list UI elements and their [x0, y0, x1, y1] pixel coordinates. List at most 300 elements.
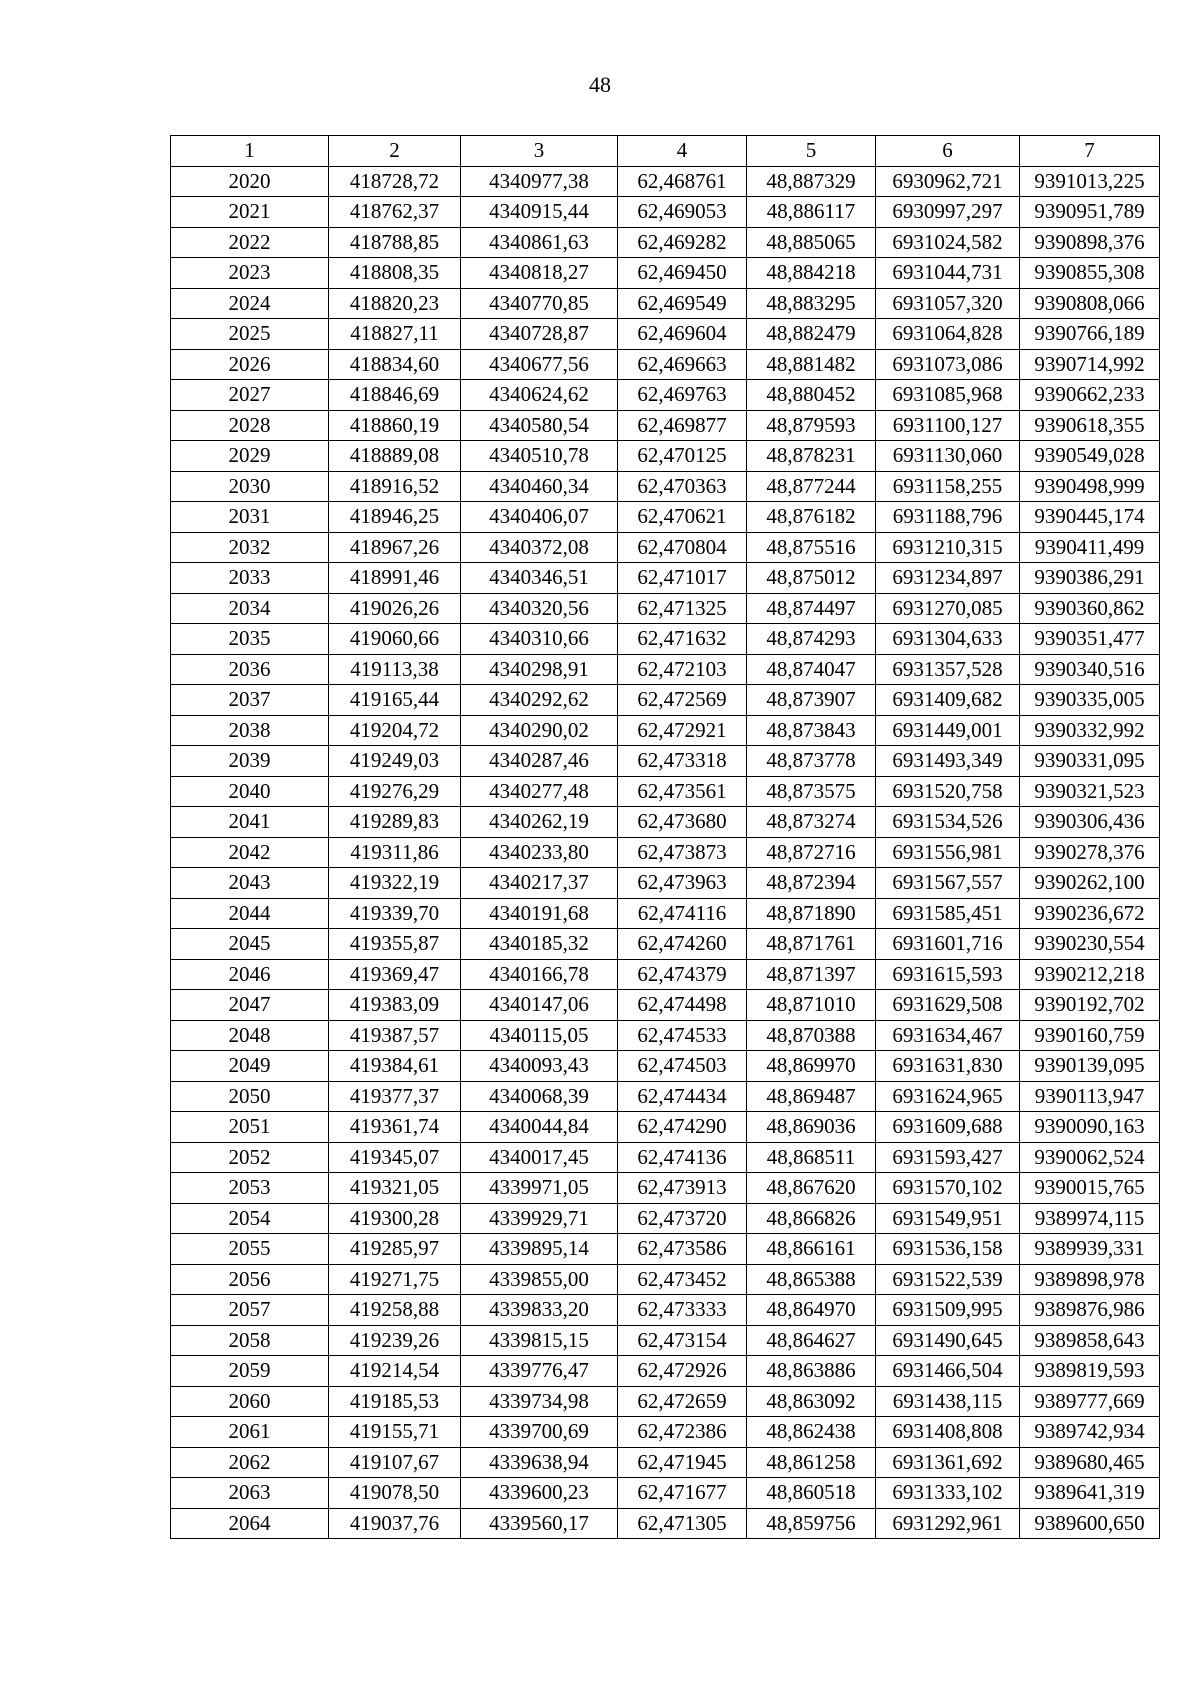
table-cell: 418846,69 [329, 380, 461, 411]
table-cell: 6931158,255 [876, 471, 1020, 502]
row-index-cell: 2041 [171, 807, 329, 838]
table-cell: 9389939,331 [1020, 1234, 1160, 1265]
table-cell: 6931449,001 [876, 715, 1020, 746]
table-cell: 48,872716 [747, 837, 876, 868]
table-cell: 62,472569 [618, 685, 747, 716]
table-cell: 9390015,765 [1020, 1173, 1160, 1204]
row-index-cell: 2037 [171, 685, 329, 716]
table-cell: 9390306,436 [1020, 807, 1160, 838]
table-cell: 48,875516 [747, 532, 876, 563]
row-index-cell: 2035 [171, 624, 329, 655]
table-cell: 419361,74 [329, 1112, 461, 1143]
row-index-cell: 2032 [171, 532, 329, 563]
table-cell: 62,470125 [618, 441, 747, 472]
row-index-cell: 2056 [171, 1264, 329, 1295]
table-cell: 48,866826 [747, 1203, 876, 1234]
table-cell: 4340677,56 [461, 349, 618, 380]
table-cell: 4340861,63 [461, 227, 618, 258]
table-cell: 6931536,158 [876, 1234, 1020, 1265]
table-cell: 6931601,716 [876, 929, 1020, 960]
row-index-cell: 2021 [171, 197, 329, 228]
table-cell: 6931520,758 [876, 776, 1020, 807]
table-cell: 6931629,508 [876, 990, 1020, 1021]
table-cell: 419113,38 [329, 654, 461, 685]
table-cell: 62,473720 [618, 1203, 747, 1234]
table-cell: 4340580,54 [461, 410, 618, 441]
table-cell: 4340770,85 [461, 288, 618, 319]
table-cell: 48,868511 [747, 1142, 876, 1173]
table-header-row [171, 136, 1160, 167]
table-cell: 418788,85 [329, 227, 461, 258]
table-cell: 419387,57 [329, 1020, 461, 1051]
table-cell: 48,878231 [747, 441, 876, 472]
table-row [171, 563, 1160, 594]
table-cell: 48,873907 [747, 685, 876, 716]
table-cell: 62,474498 [618, 990, 747, 1021]
table-cell: 419339,70 [329, 898, 461, 929]
table-cell: 48,874047 [747, 654, 876, 685]
table-cell: 4339815,15 [461, 1325, 618, 1356]
table-cell: 9390411,499 [1020, 532, 1160, 563]
table-cell: 6931490,645 [876, 1325, 1020, 1356]
table-cell: 48,873778 [747, 746, 876, 777]
table-cell: 62,474290 [618, 1112, 747, 1143]
table-row [171, 1203, 1160, 1234]
table-cell: 4339600,23 [461, 1478, 618, 1509]
table-cell: 6931634,467 [876, 1020, 1020, 1051]
row-index-cell: 2046 [171, 959, 329, 990]
table-cell: 4340290,02 [461, 715, 618, 746]
table-cell: 62,469663 [618, 349, 747, 380]
table-row [171, 1142, 1160, 1173]
table-cell: 48,874497 [747, 593, 876, 624]
table-row [171, 1356, 1160, 1387]
table-cell: 9389680,465 [1020, 1447, 1160, 1478]
table-cell: 62,470363 [618, 471, 747, 502]
table-cell: 419214,54 [329, 1356, 461, 1387]
table-cell: 419239,26 [329, 1325, 461, 1356]
table-cell: 48,866161 [747, 1234, 876, 1265]
table-row [171, 746, 1160, 777]
table-cell: 418728,72 [329, 166, 461, 197]
table-cell: 9389974,115 [1020, 1203, 1160, 1234]
table-cell: 418820,23 [329, 288, 461, 319]
table-cell: 9390278,376 [1020, 837, 1160, 868]
table-cell: 48,881482 [747, 349, 876, 380]
table-cell: 419289,83 [329, 807, 461, 838]
row-index-cell: 2027 [171, 380, 329, 411]
table-cell: 62,471632 [618, 624, 747, 655]
table-cell: 9390855,308 [1020, 258, 1160, 289]
row-index-cell: 2050 [171, 1081, 329, 1112]
table-cell: 62,472926 [618, 1356, 747, 1387]
table-cell: 4339776,47 [461, 1356, 618, 1387]
table-cell: 419271,75 [329, 1264, 461, 1295]
table-cell: 62,474136 [618, 1142, 747, 1173]
table-cell: 62,473452 [618, 1264, 747, 1295]
column-header: 7 [1020, 136, 1160, 167]
column-header: 4 [618, 136, 747, 167]
table-cell: 4340915,44 [461, 197, 618, 228]
table-cell: 48,869487 [747, 1081, 876, 1112]
table-row [171, 1325, 1160, 1356]
table-cell: 6931357,528 [876, 654, 1020, 685]
table-row [171, 1112, 1160, 1143]
table-cell: 419383,09 [329, 990, 461, 1021]
table-cell: 9390262,100 [1020, 868, 1160, 899]
row-index-cell: 2042 [171, 837, 329, 868]
table-row [171, 1508, 1160, 1539]
table-cell: 48,863886 [747, 1356, 876, 1387]
table-cell: 9390549,028 [1020, 441, 1160, 472]
table-cell: 62,474260 [618, 929, 747, 960]
table-row [171, 166, 1160, 197]
table-row [171, 227, 1160, 258]
table-cell: 48,874293 [747, 624, 876, 655]
table-cell: 48,870388 [747, 1020, 876, 1051]
table-row [171, 959, 1160, 990]
table-cell: 62,474533 [618, 1020, 747, 1051]
table-cell: 419249,03 [329, 746, 461, 777]
table-cell: 9389876,986 [1020, 1295, 1160, 1326]
table-row [171, 685, 1160, 716]
table-row [171, 410, 1160, 441]
table-cell: 48,864627 [747, 1325, 876, 1356]
table-cell: 418834,60 [329, 349, 461, 380]
table-cell: 9390951,789 [1020, 197, 1160, 228]
table-cell: 6931409,682 [876, 685, 1020, 716]
table-cell: 48,871397 [747, 959, 876, 990]
table-cell: 48,860518 [747, 1478, 876, 1509]
table-row [171, 502, 1160, 533]
row-index-cell: 2044 [171, 898, 329, 929]
table-cell: 419377,37 [329, 1081, 461, 1112]
table-cell: 9391013,225 [1020, 166, 1160, 197]
table-cell: 4340185,32 [461, 929, 618, 960]
table-cell: 9390062,524 [1020, 1142, 1160, 1173]
row-index-cell: 2040 [171, 776, 329, 807]
table-cell: 418860,19 [329, 410, 461, 441]
table-cell: 62,473913 [618, 1173, 747, 1204]
table-cell: 62,472921 [618, 715, 747, 746]
table-cell: 62,472103 [618, 654, 747, 685]
table-cell: 48,862438 [747, 1417, 876, 1448]
table-cell: 419322,19 [329, 868, 461, 899]
table-row [171, 1417, 1160, 1448]
table-cell: 9389858,643 [1020, 1325, 1160, 1356]
table-cell: 62,471305 [618, 1508, 747, 1539]
table-cell: 9389600,650 [1020, 1508, 1160, 1539]
row-index-cell: 2047 [171, 990, 329, 1021]
table-cell: 48,886117 [747, 197, 876, 228]
row-index-cell: 2020 [171, 166, 329, 197]
table-cell: 419185,53 [329, 1386, 461, 1417]
table-cell: 62,471945 [618, 1447, 747, 1478]
table-row [171, 1234, 1160, 1265]
column-header: 2 [329, 136, 461, 167]
table-cell: 4340977,38 [461, 166, 618, 197]
row-index-cell: 2031 [171, 502, 329, 533]
table-cell: 62,469549 [618, 288, 747, 319]
table-cell: 419384,61 [329, 1051, 461, 1082]
table-cell: 419311,86 [329, 837, 461, 868]
table-cell: 419037,76 [329, 1508, 461, 1539]
table-row [171, 990, 1160, 1021]
table-cell: 419345,07 [329, 1142, 461, 1173]
table-cell: 62,469877 [618, 410, 747, 441]
table-cell: 6931073,086 [876, 349, 1020, 380]
table-cell: 62,473333 [618, 1295, 747, 1326]
table-row [171, 288, 1160, 319]
table-cell: 419026,26 [329, 593, 461, 624]
table-cell: 4339895,14 [461, 1234, 618, 1265]
table-cell: 6931057,320 [876, 288, 1020, 319]
table-cell: 6931044,731 [876, 258, 1020, 289]
table-row [171, 380, 1160, 411]
table-cell: 62,474434 [618, 1081, 747, 1112]
table-cell: 4340147,06 [461, 990, 618, 1021]
table-cell: 9390236,672 [1020, 898, 1160, 929]
row-index-cell: 2055 [171, 1234, 329, 1265]
table-cell: 6931609,688 [876, 1112, 1020, 1143]
table-cell: 62,473561 [618, 776, 747, 807]
table-cell: 9390808,066 [1020, 288, 1160, 319]
table-row [171, 441, 1160, 472]
table-cell: 4340406,07 [461, 502, 618, 533]
table-cell: 4339734,98 [461, 1386, 618, 1417]
table-row [171, 197, 1160, 228]
table-cell: 4340017,45 [461, 1142, 618, 1173]
table-cell: 6931556,981 [876, 837, 1020, 868]
table-cell: 4339971,05 [461, 1173, 618, 1204]
row-index-cell: 2058 [171, 1325, 329, 1356]
table-cell: 419355,87 [329, 929, 461, 960]
table-cell: 62,472386 [618, 1417, 747, 1448]
table-cell: 418762,37 [329, 197, 461, 228]
row-index-cell: 2025 [171, 319, 329, 350]
table-cell: 48,869970 [747, 1051, 876, 1082]
table-cell: 6930962,721 [876, 166, 1020, 197]
table-cell: 418991,46 [329, 563, 461, 594]
table-cell: 4340460,34 [461, 471, 618, 502]
table-cell: 62,472659 [618, 1386, 747, 1417]
table-cell: 48,871761 [747, 929, 876, 960]
table-cell: 418827,11 [329, 319, 461, 350]
table-cell: 48,882479 [747, 319, 876, 350]
table-cell: 6931234,897 [876, 563, 1020, 594]
table-cell: 418967,26 [329, 532, 461, 563]
table-cell: 62,470621 [618, 502, 747, 533]
table-cell: 6931493,349 [876, 746, 1020, 777]
table-cell: 48,880452 [747, 380, 876, 411]
table-cell: 4340287,46 [461, 746, 618, 777]
table-row [171, 1295, 1160, 1326]
column-header: 6 [876, 136, 1020, 167]
table-cell: 419155,71 [329, 1417, 461, 1448]
table-cell: 6931100,127 [876, 410, 1020, 441]
table-cell: 419165,44 [329, 685, 461, 716]
table-cell: 4340818,27 [461, 258, 618, 289]
row-index-cell: 2052 [171, 1142, 329, 1173]
table-cell: 62,474116 [618, 898, 747, 929]
table-row [171, 1051, 1160, 1082]
table-cell: 4340320,56 [461, 593, 618, 624]
table-cell: 9389777,669 [1020, 1386, 1160, 1417]
table-cell: 6931585,451 [876, 898, 1020, 929]
table-cell: 9389898,978 [1020, 1264, 1160, 1295]
table-cell: 6931270,085 [876, 593, 1020, 624]
table-cell: 9390321,523 [1020, 776, 1160, 807]
table-cell: 6931188,796 [876, 502, 1020, 533]
table-cell: 419300,28 [329, 1203, 461, 1234]
table-cell: 4340217,37 [461, 868, 618, 899]
table-cell: 419258,88 [329, 1295, 461, 1326]
table-row [171, 807, 1160, 838]
table-cell: 9389641,319 [1020, 1478, 1160, 1509]
table-cell: 4339638,94 [461, 1447, 618, 1478]
table-row [171, 1386, 1160, 1417]
table-cell: 48,859756 [747, 1508, 876, 1539]
column-header: 1 [171, 136, 329, 167]
table-row [171, 1447, 1160, 1478]
table-cell: 9390335,005 [1020, 685, 1160, 716]
table-cell: 4340262,19 [461, 807, 618, 838]
table-cell: 9390230,554 [1020, 929, 1160, 960]
table-cell: 62,471677 [618, 1478, 747, 1509]
row-index-cell: 2036 [171, 654, 329, 685]
table-cell: 48,861258 [747, 1447, 876, 1478]
table-cell: 9390445,174 [1020, 502, 1160, 533]
table-cell: 4339700,69 [461, 1417, 618, 1448]
table-cell: 48,885065 [747, 227, 876, 258]
table-cell: 48,884218 [747, 258, 876, 289]
table-cell: 4340298,91 [461, 654, 618, 685]
table-cell: 419107,67 [329, 1447, 461, 1478]
table-row [171, 258, 1160, 289]
table-cell: 4340068,39 [461, 1081, 618, 1112]
table-row [171, 898, 1160, 929]
table-cell: 62,468761 [618, 166, 747, 197]
row-index-cell: 2054 [171, 1203, 329, 1234]
table-row [171, 1478, 1160, 1509]
table-cell: 62,469763 [618, 380, 747, 411]
table-cell: 62,469053 [618, 197, 747, 228]
table-cell: 62,470804 [618, 532, 747, 563]
table-cell: 6931570,102 [876, 1173, 1020, 1204]
table-cell: 6931593,427 [876, 1142, 1020, 1173]
table-cell: 4340728,87 [461, 319, 618, 350]
table-cell: 48,863092 [747, 1386, 876, 1417]
table-cell: 419078,50 [329, 1478, 461, 1509]
table-cell: 62,473873 [618, 837, 747, 868]
table-row [171, 1264, 1160, 1295]
table-cell: 48,877244 [747, 471, 876, 502]
table-cell: 6931210,315 [876, 532, 1020, 563]
table-cell: 6931024,582 [876, 227, 1020, 258]
table-cell: 419060,66 [329, 624, 461, 655]
table-cell: 48,873843 [747, 715, 876, 746]
table-cell: 62,471017 [618, 563, 747, 594]
row-index-cell: 2049 [171, 1051, 329, 1082]
table-cell: 48,873274 [747, 807, 876, 838]
table-cell: 4340093,43 [461, 1051, 618, 1082]
table-row [171, 532, 1160, 563]
table-cell: 62,473963 [618, 868, 747, 899]
row-index-cell: 2063 [171, 1478, 329, 1509]
table-cell: 48,867620 [747, 1173, 876, 1204]
table-cell: 6931466,504 [876, 1356, 1020, 1387]
table-cell: 9390618,355 [1020, 410, 1160, 441]
table-cell: 6931549,951 [876, 1203, 1020, 1234]
table-cell: 4340166,78 [461, 959, 618, 990]
row-index-cell: 2028 [171, 410, 329, 441]
table-cell: 62,474379 [618, 959, 747, 990]
table-cell: 419285,97 [329, 1234, 461, 1265]
table-cell: 6931064,828 [876, 319, 1020, 350]
table-cell: 48,873575 [747, 776, 876, 807]
table-cell: 4339929,71 [461, 1203, 618, 1234]
row-index-cell: 2062 [171, 1447, 329, 1478]
table-cell: 9390498,999 [1020, 471, 1160, 502]
table-body [171, 166, 1160, 1539]
table-row [171, 624, 1160, 655]
table-cell: 48,865388 [747, 1264, 876, 1295]
table-row [171, 1020, 1160, 1051]
table-cell: 4340624,62 [461, 380, 618, 411]
row-index-cell: 2045 [171, 929, 329, 960]
table-cell: 48,871890 [747, 898, 876, 929]
row-index-cell: 2029 [171, 441, 329, 472]
table-cell: 62,469282 [618, 227, 747, 258]
table-cell: 62,473154 [618, 1325, 747, 1356]
table-cell: 9390160,759 [1020, 1020, 1160, 1051]
table-cell: 6931615,593 [876, 959, 1020, 990]
table-cell: 9390351,477 [1020, 624, 1160, 655]
table-cell: 4340191,68 [461, 898, 618, 929]
table-cell: 9389819,593 [1020, 1356, 1160, 1387]
table-cell: 48,864970 [747, 1295, 876, 1326]
table-cell: 418916,52 [329, 471, 461, 502]
table-cell: 4340277,48 [461, 776, 618, 807]
table-cell: 48,876182 [747, 502, 876, 533]
table-row [171, 715, 1160, 746]
row-index-cell: 2064 [171, 1508, 329, 1539]
table-cell: 4339560,17 [461, 1508, 618, 1539]
table-cell: 4339855,00 [461, 1264, 618, 1295]
table-cell: 419204,72 [329, 715, 461, 746]
row-index-cell: 2022 [171, 227, 329, 258]
table-cell: 418889,08 [329, 441, 461, 472]
table-row [171, 471, 1160, 502]
row-index-cell: 2057 [171, 1295, 329, 1326]
row-index-cell: 2038 [171, 715, 329, 746]
table-cell: 6931304,633 [876, 624, 1020, 655]
table-cell: 9390898,376 [1020, 227, 1160, 258]
table-row [171, 654, 1160, 685]
row-index-cell: 2043 [171, 868, 329, 899]
table-cell: 9389742,934 [1020, 1417, 1160, 1448]
table-cell: 6931522,539 [876, 1264, 1020, 1295]
table-cell: 4340346,51 [461, 563, 618, 594]
table-cell: 6931631,830 [876, 1051, 1020, 1082]
table-cell: 62,469604 [618, 319, 747, 350]
table-cell: 9390139,095 [1020, 1051, 1160, 1082]
table-cell: 419276,29 [329, 776, 461, 807]
column-header: 5 [747, 136, 876, 167]
table-cell: 9390360,862 [1020, 593, 1160, 624]
row-index-cell: 2026 [171, 349, 329, 380]
row-index-cell: 2059 [171, 1356, 329, 1387]
